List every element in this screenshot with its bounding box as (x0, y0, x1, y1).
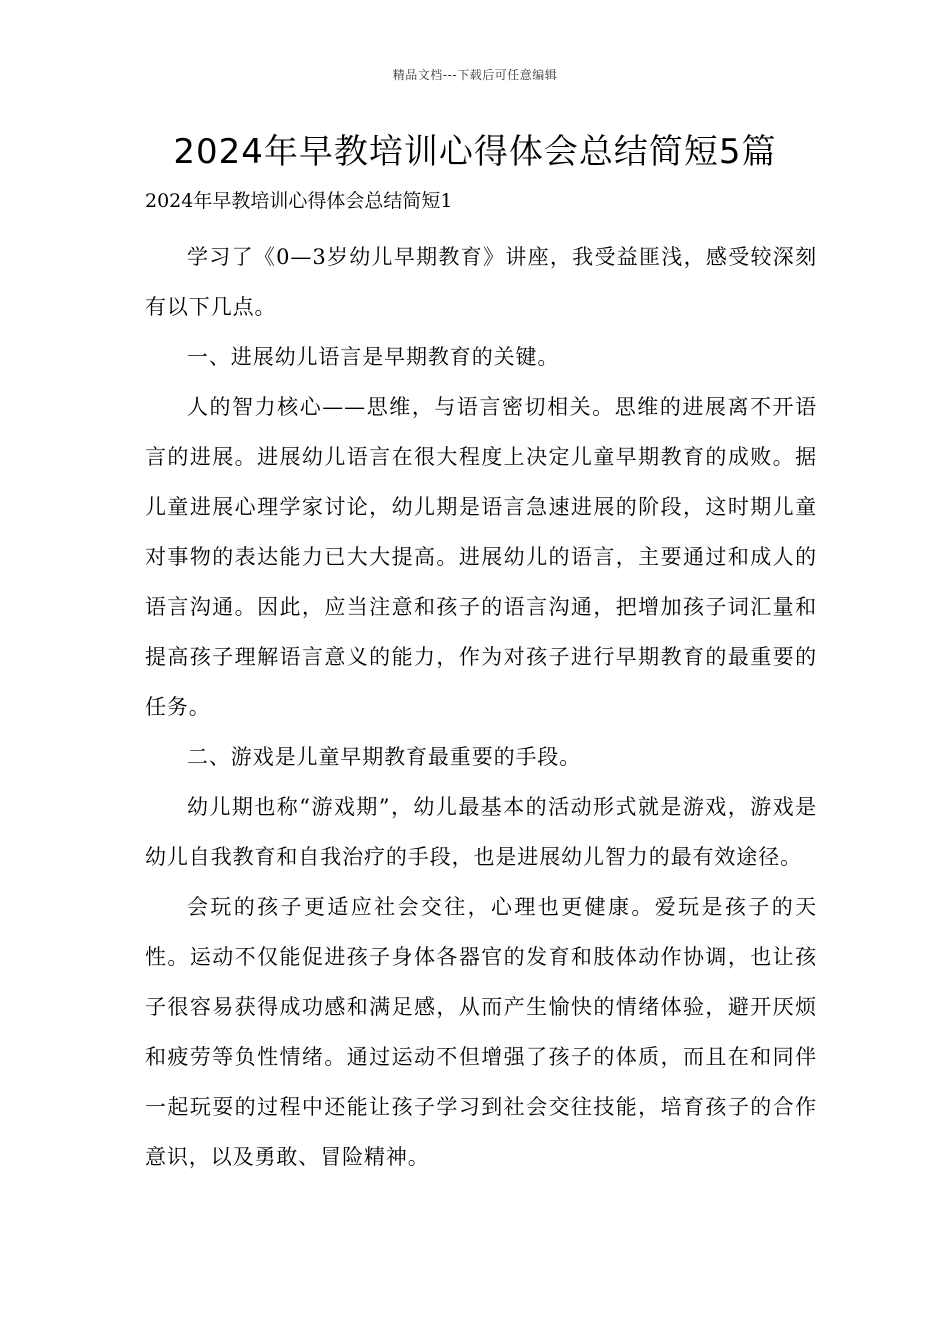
paragraph-play: 会玩的孩子更适应社会交往，心理也更健康。爱玩是孩子的天性。运动不仅能促进孩子身体各器官的发育和肢体动作协调，也让孩子很容易获得成功感和满足感，从而产生愉快的情绪体验，避开厌烦和疲劳等负性情绪。通过运动不但增强了孩子的体质，而且在和同伴一起玩耍的过程中还能让孩子学习到社会交往技能，培育孩子的合作意识，以及勇敢、冒险精神。 (145, 895, 817, 1169)
paragraph-intro: 学习了《0—3岁幼儿早期教育》讲座，我受益匪浅，感受较深刻有以下几点。 (145, 245, 817, 319)
section-heading-1: 一、进展幼儿语言是早期教育的关键。 (187, 345, 560, 369)
paragraph-language: 人的智力核心——思维，与语言密切相关。思维的进展离不开语言的进展。进展幼儿语言在很大程度上决定儿童早期教育的成败。据儿童进展心理学家讨论，幼儿期是语言急速进展的阶段，这时期儿童对事物的表达能力已大大提高。进展幼儿的语言，主要通过和成人的语言沟通。因此，应当注意和孩子的语言沟通，把增加孩子词汇量和提高孩子理解语言意义的能力，作为对孩子进行早期教育的最重要的任务。 (145, 395, 817, 719)
document-title: 2024年早教培训心得体会总结简短5篇 (173, 132, 777, 172)
header-note: 精品文档---下载后可任意编辑 (392, 68, 558, 82)
document-body (145, 232, 817, 1182)
section-heading-2: 二、游戏是儿童早期教育最重要的手段。 (187, 745, 582, 769)
paragraph-games: 幼儿期也称“游戏期”，幼儿最基本的活动形式就是游戏，游戏是幼儿自我教育和自我治疗的手段，也是进展幼儿智力的最有效途径。 (145, 795, 817, 869)
document-subtitle: 2024年早教培训心得体会总结简短1 (145, 190, 453, 212)
